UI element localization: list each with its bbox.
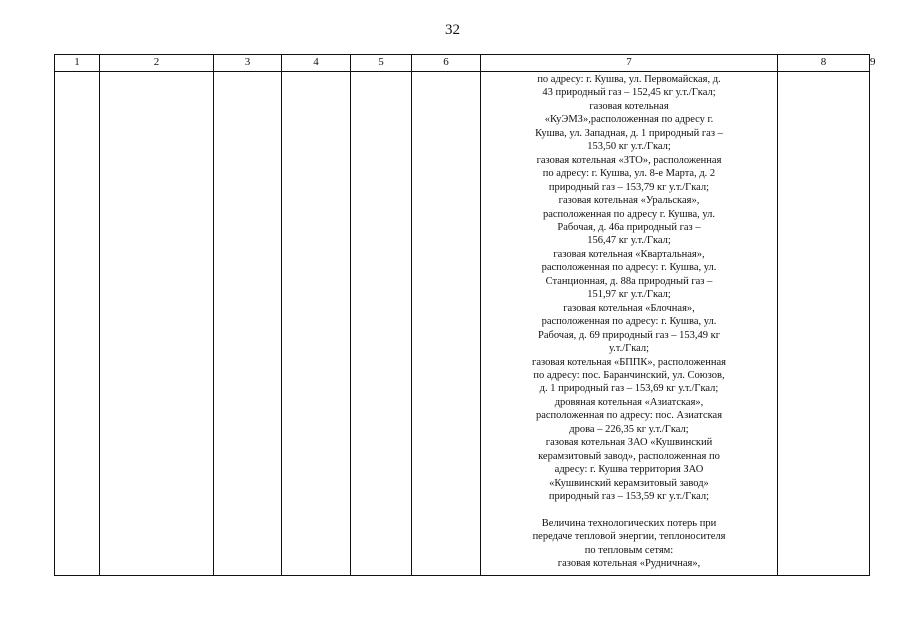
text-line: Рабочая, д. 69 природный газ – 153,49 кг <box>537 329 721 341</box>
col7-text-block <box>481 72 777 571</box>
text-line: расположенная по адресу: г. Кушва, ул. <box>541 262 717 274</box>
cell-col-3 <box>214 72 282 576</box>
text-line: 153,50 кг у.т./Гкал; <box>587 141 671 153</box>
text-line: газовая котельная «Квартальная», <box>553 248 705 260</box>
text-line: по адресу: г. Кушва, ул. Первомайская, д. <box>537 74 721 85</box>
text-line: газовая котельная ЗАО «Кушвинский <box>545 437 713 449</box>
column-header-4: 4 <box>282 55 351 72</box>
cell-col-7 <box>481 72 778 576</box>
header-row: 1 2 3 4 5 6 7 8 9 <box>55 55 870 72</box>
cell-col-4 <box>282 72 351 576</box>
column-header-5: 5 <box>351 55 412 72</box>
column-header-6: 6 <box>412 55 481 72</box>
table-row <box>55 72 870 576</box>
text-line: Станционная, д. 88а природный газ – <box>545 275 713 287</box>
column-header-3: 3 <box>214 55 282 72</box>
text-line: дрова – 226,35 кг у.т./Гкал; <box>569 423 689 435</box>
text-line: газовая котельная <box>589 100 669 112</box>
cell-col-5 <box>351 72 412 576</box>
cell-col-6 <box>412 72 481 576</box>
column-header-1: 1 <box>55 55 100 72</box>
text-line: «КуЭМЗ»,расположенная по адресу г. <box>544 114 714 126</box>
text-line <box>483 504 775 517</box>
text-line: 151,97 кг у.т./Гкал; <box>587 289 671 301</box>
text-line: у.т./Гкал; <box>608 343 650 355</box>
text-line: 43 природный газ – 152,45 кг у.т./Гкал; <box>542 87 716 99</box>
cell-col-1 <box>55 72 100 576</box>
text-line: природный газ – 153,79 кг у.т./Гкал; <box>548 181 710 193</box>
text-line: по тепловым сетям: <box>584 544 674 556</box>
text-line: Кушва, ул. Западная, д. 1 природный газ – <box>535 127 723 139</box>
text-line: газовая котельная «БППК», расположенная <box>532 356 726 368</box>
column-header-2: 2 <box>100 55 214 72</box>
text-line: «Кушвинский керамзитовый завод» <box>549 477 709 489</box>
text-line: природный газ – 153,59 кг у.т./Гкал; <box>548 491 710 503</box>
text-line: адресу: г. Кушва территория ЗАО <box>554 464 704 476</box>
text-line: газовая котельная «Рудничная», <box>557 558 701 570</box>
text-line: расположенная по адресу: г. Кушва, ул. <box>541 316 717 328</box>
cell-col-2 <box>100 72 214 576</box>
text-line: газовая котельная «ЗТО», расположенная <box>536 154 722 166</box>
column-header-7: 7 <box>481 55 778 72</box>
text-line: по адресу: пос. Баранчинский, ул. Союзов, <box>533 369 725 381</box>
text-line: газовая котельная «Уральская», <box>558 195 700 207</box>
cell-col-8 <box>778 72 870 576</box>
text-line: 156,47 кг у.т./Гкал; <box>587 235 671 247</box>
data-table <box>54 54 876 576</box>
text-line: по адресу: г. Кушва, ул. 8-е Марта, д. 2 <box>542 168 716 180</box>
text-line: Величина технологических потерь при <box>541 517 717 529</box>
text-line: расположенная по адресу г. Кушва, ул. <box>542 208 716 220</box>
column-header-8: 8 <box>778 55 870 72</box>
text-line: передаче тепловой энергии, теплоносителя <box>532 531 726 543</box>
text-line: д. 1 природный газ – 153,69 кг у.т./Гкал; <box>539 383 719 395</box>
text-line: Рабочая, д. 46а природный газ – <box>557 221 701 233</box>
page-number: 32 <box>445 22 460 38</box>
text-line: расположенная по адресу: пос. Азиатская <box>535 410 723 422</box>
text-line: дровяная котельная «Азиатская», <box>554 396 704 408</box>
text-line: керамзитовый завод», расположенная по <box>538 450 720 462</box>
text-line: газовая котельная «Блочная», <box>563 302 695 314</box>
